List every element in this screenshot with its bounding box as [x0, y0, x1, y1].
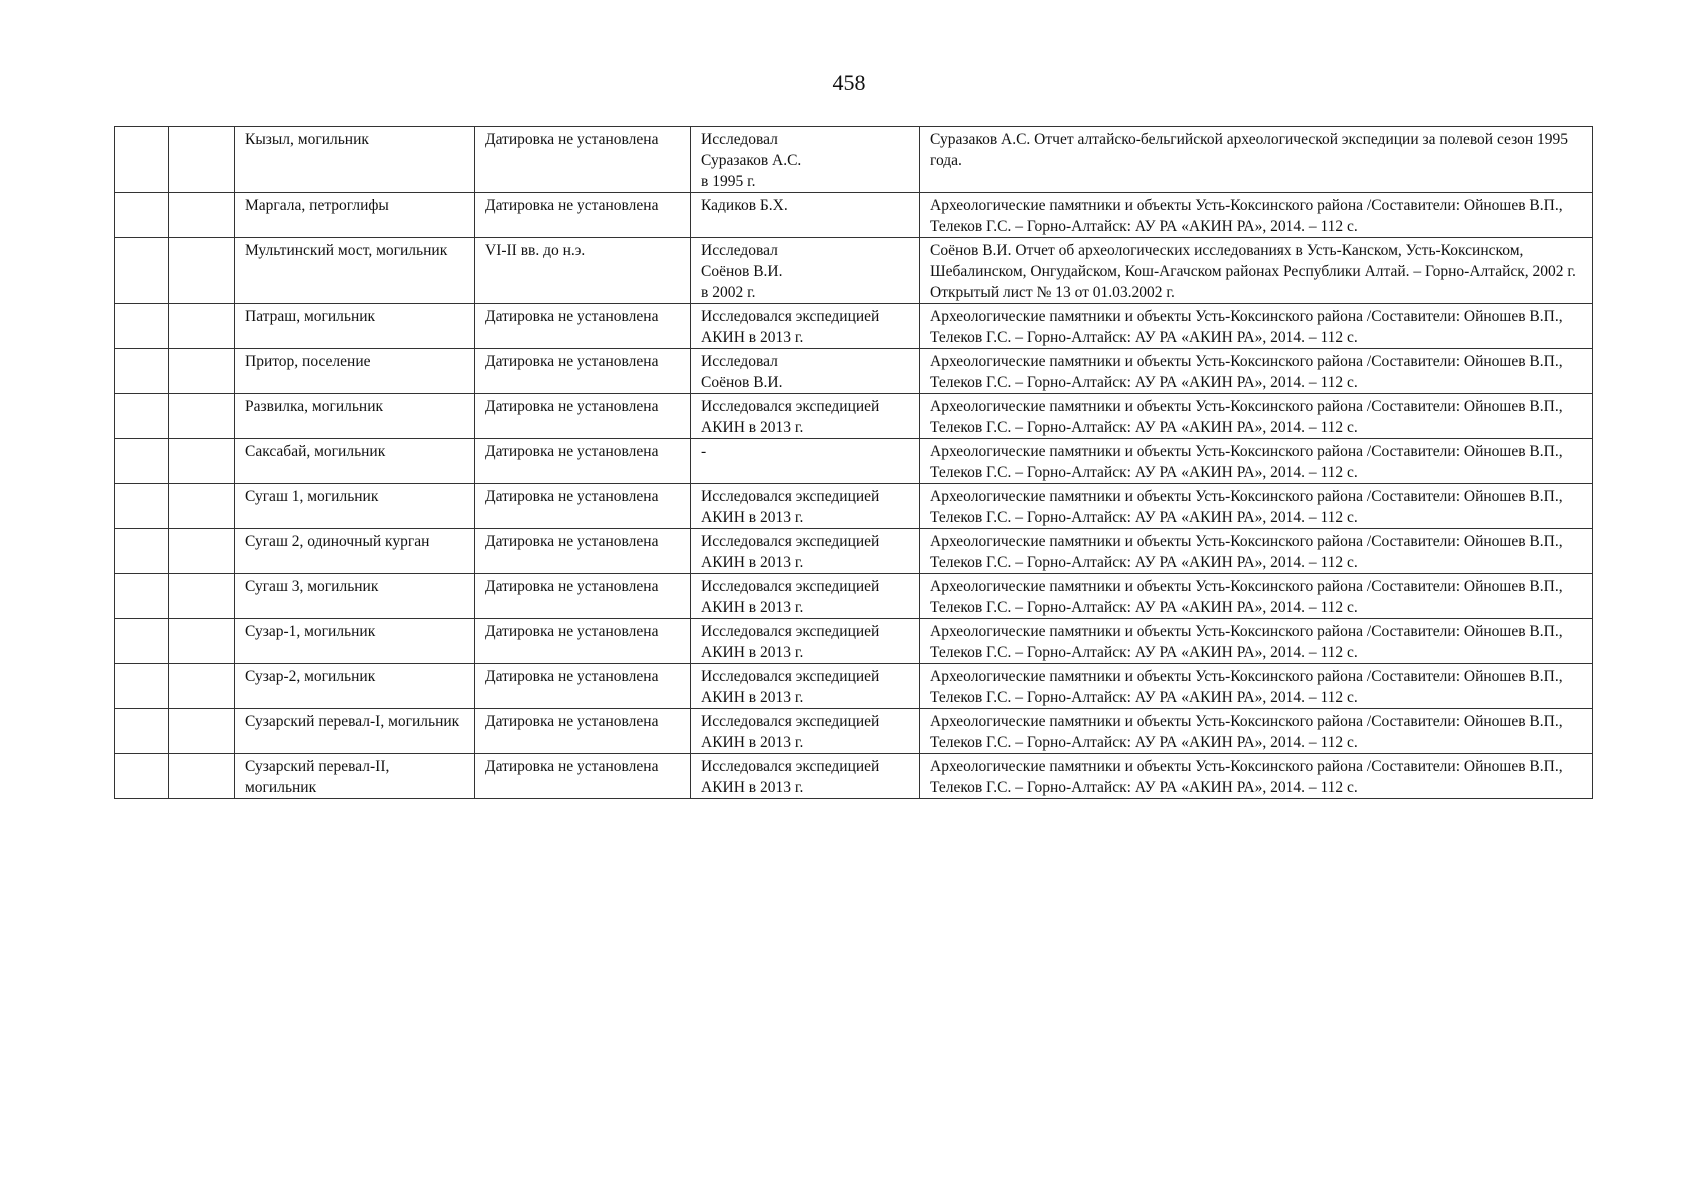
sites-table [114, 126, 1593, 799]
source-cell: Археологические памятники и объекты Усть-Коксинского района /Составители: Ойношев В.П., Телеков Г.С. – Горно-Алтайск: АУ РА «АКИН РА», 2014. – 112 с. [920, 193, 1593, 238]
research-cell: Исследовался экспедицией АКИН в 2013 г. [691, 529, 920, 574]
site-name-cell: Сузарский перевал-II, могильник [235, 754, 475, 799]
site-name-cell: Развилка, могильник [235, 394, 475, 439]
site-name-cell: Сузар-1, могильник [235, 619, 475, 664]
site-name-cell: Сугаш 1, могильник [235, 484, 475, 529]
source-cell: Археологические памятники и объекты Усть-Коксинского района /Составители: Ойношев В.П., Телеков Г.С. – Горно-Алтайск: АУ РА «АКИН РА», 2014. – 112 с. [920, 394, 1593, 439]
source-cell: Археологические памятники и объекты Усть-Коксинского района /Составители: Ойношев В.П., Телеков Г.С. – Горно-Алтайск: АУ РА «АКИН РА», 2014. – 112 с. [920, 709, 1593, 754]
site-name-cell: Сугаш 2, одиночный курган [235, 529, 475, 574]
row-code-cell [169, 349, 235, 394]
site-name-cell: Саксабай, могильник [235, 439, 475, 484]
site-name-cell: Притор, поселение [235, 349, 475, 394]
row-number-cell [115, 439, 169, 484]
dating-cell: Датировка не установлена [475, 349, 691, 394]
table-row [115, 664, 1593, 709]
site-name-cell: Сузар-2, могильник [235, 664, 475, 709]
research-cell: Исследовался экспедицией АКИН в 2013 г. [691, 304, 920, 349]
sites-table-body [115, 127, 1593, 799]
research-cell: Исследовался экспедицией АКИН в 2013 г. [691, 664, 920, 709]
research-cell: Кадиков Б.Х. [691, 193, 920, 238]
dating-cell: Датировка не установлена [475, 127, 691, 193]
dating-cell: Датировка не установлена [475, 664, 691, 709]
site-name-cell: Сузарский перевал-I, могильник [235, 709, 475, 754]
research-cell: Исследовался экспедицией АКИН в 2013 г. [691, 619, 920, 664]
row-number-cell [115, 529, 169, 574]
row-code-cell [169, 439, 235, 484]
table-row [115, 754, 1593, 799]
site-name-cell: Патраш, могильник [235, 304, 475, 349]
table-row [115, 484, 1593, 529]
row-code-cell [169, 484, 235, 529]
table-row [115, 619, 1593, 664]
row-number-cell [115, 619, 169, 664]
source-cell: Соёнов В.И. Отчет об археологических исследованиях в Усть-Канском, Усть-Коксинском, Шебалинском, Онгудайском, Кош-Агачском районах Республики Алтай. – Горно-Алтайск, 2002 г. Открытый лист № 13 от 01.03.2002 г. [920, 238, 1593, 304]
dating-cell: Датировка не установлена [475, 484, 691, 529]
source-cell: Археологические памятники и объекты Усть-Коксинского района /Составители: Ойношев В.П., Телеков Г.С. – Горно-Алтайск: АУ РА «АКИН РА», 2014. – 112 с. [920, 529, 1593, 574]
table-row [115, 127, 1593, 193]
row-number-cell [115, 193, 169, 238]
page-number: 458 [832, 70, 866, 95]
research-cell: Исследовался экспедицией АКИН в 2013 г. [691, 709, 920, 754]
row-code-cell [169, 574, 235, 619]
table-row [115, 193, 1593, 238]
research-cell: - [691, 439, 920, 484]
dating-cell: Датировка не установлена [475, 619, 691, 664]
research-cell: Исследовал Соёнов В.И. в 2002 г. [691, 238, 920, 304]
row-code-cell [169, 619, 235, 664]
site-name-cell: Маргала, петроглифы [235, 193, 475, 238]
row-number-cell [115, 394, 169, 439]
table-row [115, 304, 1593, 349]
source-cell: Археологические памятники и объекты Усть-Коксинского района /Составители: Ойношев В.П., Телеков Г.С. – Горно-Алтайск: АУ РА «АКИН РА», 2014. – 112 с. [920, 664, 1593, 709]
research-cell: Исследовался экспедицией АКИН в 2013 г. [691, 574, 920, 619]
row-code-cell [169, 754, 235, 799]
row-code-cell [169, 238, 235, 304]
site-name-cell: Сугаш 3, могильник [235, 574, 475, 619]
dating-cell: Датировка не установлена [475, 439, 691, 484]
row-code-cell [169, 664, 235, 709]
table-row [115, 238, 1593, 304]
research-cell: Исследовал Соёнов В.И. [691, 349, 920, 394]
source-cell: Археологические памятники и объекты Усть-Коксинского района /Составители: Ойношев В.П., Телеков Г.С. – Горно-Алтайск: АУ РА «АКИН РА», 2014. – 112 с. [920, 439, 1593, 484]
row-number-cell [115, 709, 169, 754]
source-cell: Археологические памятники и объекты Усть-Коксинского района /Составители: Ойношев В.П., Телеков Г.С. – Горно-Алтайск: АУ РА «АКИН РА», 2014. – 112 с. [920, 349, 1593, 394]
row-code-cell [169, 394, 235, 439]
dating-cell: Датировка не установлена [475, 754, 691, 799]
table-row [115, 574, 1593, 619]
table-row [115, 394, 1593, 439]
table-row [115, 709, 1593, 754]
research-cell: Исследовал Суразаков А.С. в 1995 г. [691, 127, 920, 193]
research-cell: Исследовался экспедицией АКИН в 2013 г. [691, 484, 920, 529]
dating-cell: Датировка не установлена [475, 394, 691, 439]
row-code-cell [169, 529, 235, 574]
source-cell: Суразаков А.С. Отчет алтайско-бельгийской археологической экспедиции за полевой сезон 1995 года. [920, 127, 1593, 193]
row-number-cell [115, 304, 169, 349]
site-name-cell: Мультинский мост, могильник [235, 238, 475, 304]
research-cell: Исследовался экспедицией АКИН в 2013 г. [691, 754, 920, 799]
row-code-cell [169, 127, 235, 193]
table-row [115, 349, 1593, 394]
dating-cell: Датировка не установлена [475, 574, 691, 619]
dating-cell: Датировка не установлена [475, 529, 691, 574]
research-cell: Исследовался экспедицией АКИН в 2013 г. [691, 394, 920, 439]
row-number-cell [115, 349, 169, 394]
dating-cell: Датировка не установлена [475, 709, 691, 754]
dating-cell: Датировка не установлена [475, 304, 691, 349]
row-number-cell [115, 574, 169, 619]
source-cell: Археологические памятники и объекты Усть-Коксинского района /Составители: Ойношев В.П., Телеков Г.С. – Горно-Алтайск: АУ РА «АКИН РА», 2014. – 112 с. [920, 754, 1593, 799]
row-number-cell [115, 484, 169, 529]
source-cell: Археологические памятники и объекты Усть-Коксинского района /Составители: Ойношев В.П., Телеков Г.С. – Горно-Алтайск: АУ РА «АКИН РА», 2014. – 112 с. [920, 304, 1593, 349]
source-cell: Археологические памятники и объекты Усть-Коксинского района /Составители: Ойношев В.П., Телеков Г.С. – Горно-Алтайск: АУ РА «АКИН РА», 2014. – 112 с. [920, 619, 1593, 664]
site-name-cell: Кызыл, могильник [235, 127, 475, 193]
row-number-cell [115, 664, 169, 709]
table-row [115, 529, 1593, 574]
row-number-cell [115, 127, 169, 193]
source-cell: Археологические памятники и объекты Усть-Коксинского района /Составители: Ойношев В.П., Телеков Г.С. – Горно-Алтайск: АУ РА «АКИН РА», 2014. – 112 с. [920, 484, 1593, 529]
row-code-cell [169, 709, 235, 754]
row-code-cell [169, 304, 235, 349]
row-number-cell [115, 238, 169, 304]
row-number-cell [115, 754, 169, 799]
source-cell: Археологические памятники и объекты Усть-Коксинского района /Составители: Ойношев В.П., Телеков Г.С. – Горно-Алтайск: АУ РА «АКИН РА», 2014. – 112 с. [920, 574, 1593, 619]
table-row [115, 439, 1593, 484]
dating-cell: Датировка не установлена [475, 193, 691, 238]
row-code-cell [169, 193, 235, 238]
dating-cell: VI-II вв. до н.э. [475, 238, 691, 304]
